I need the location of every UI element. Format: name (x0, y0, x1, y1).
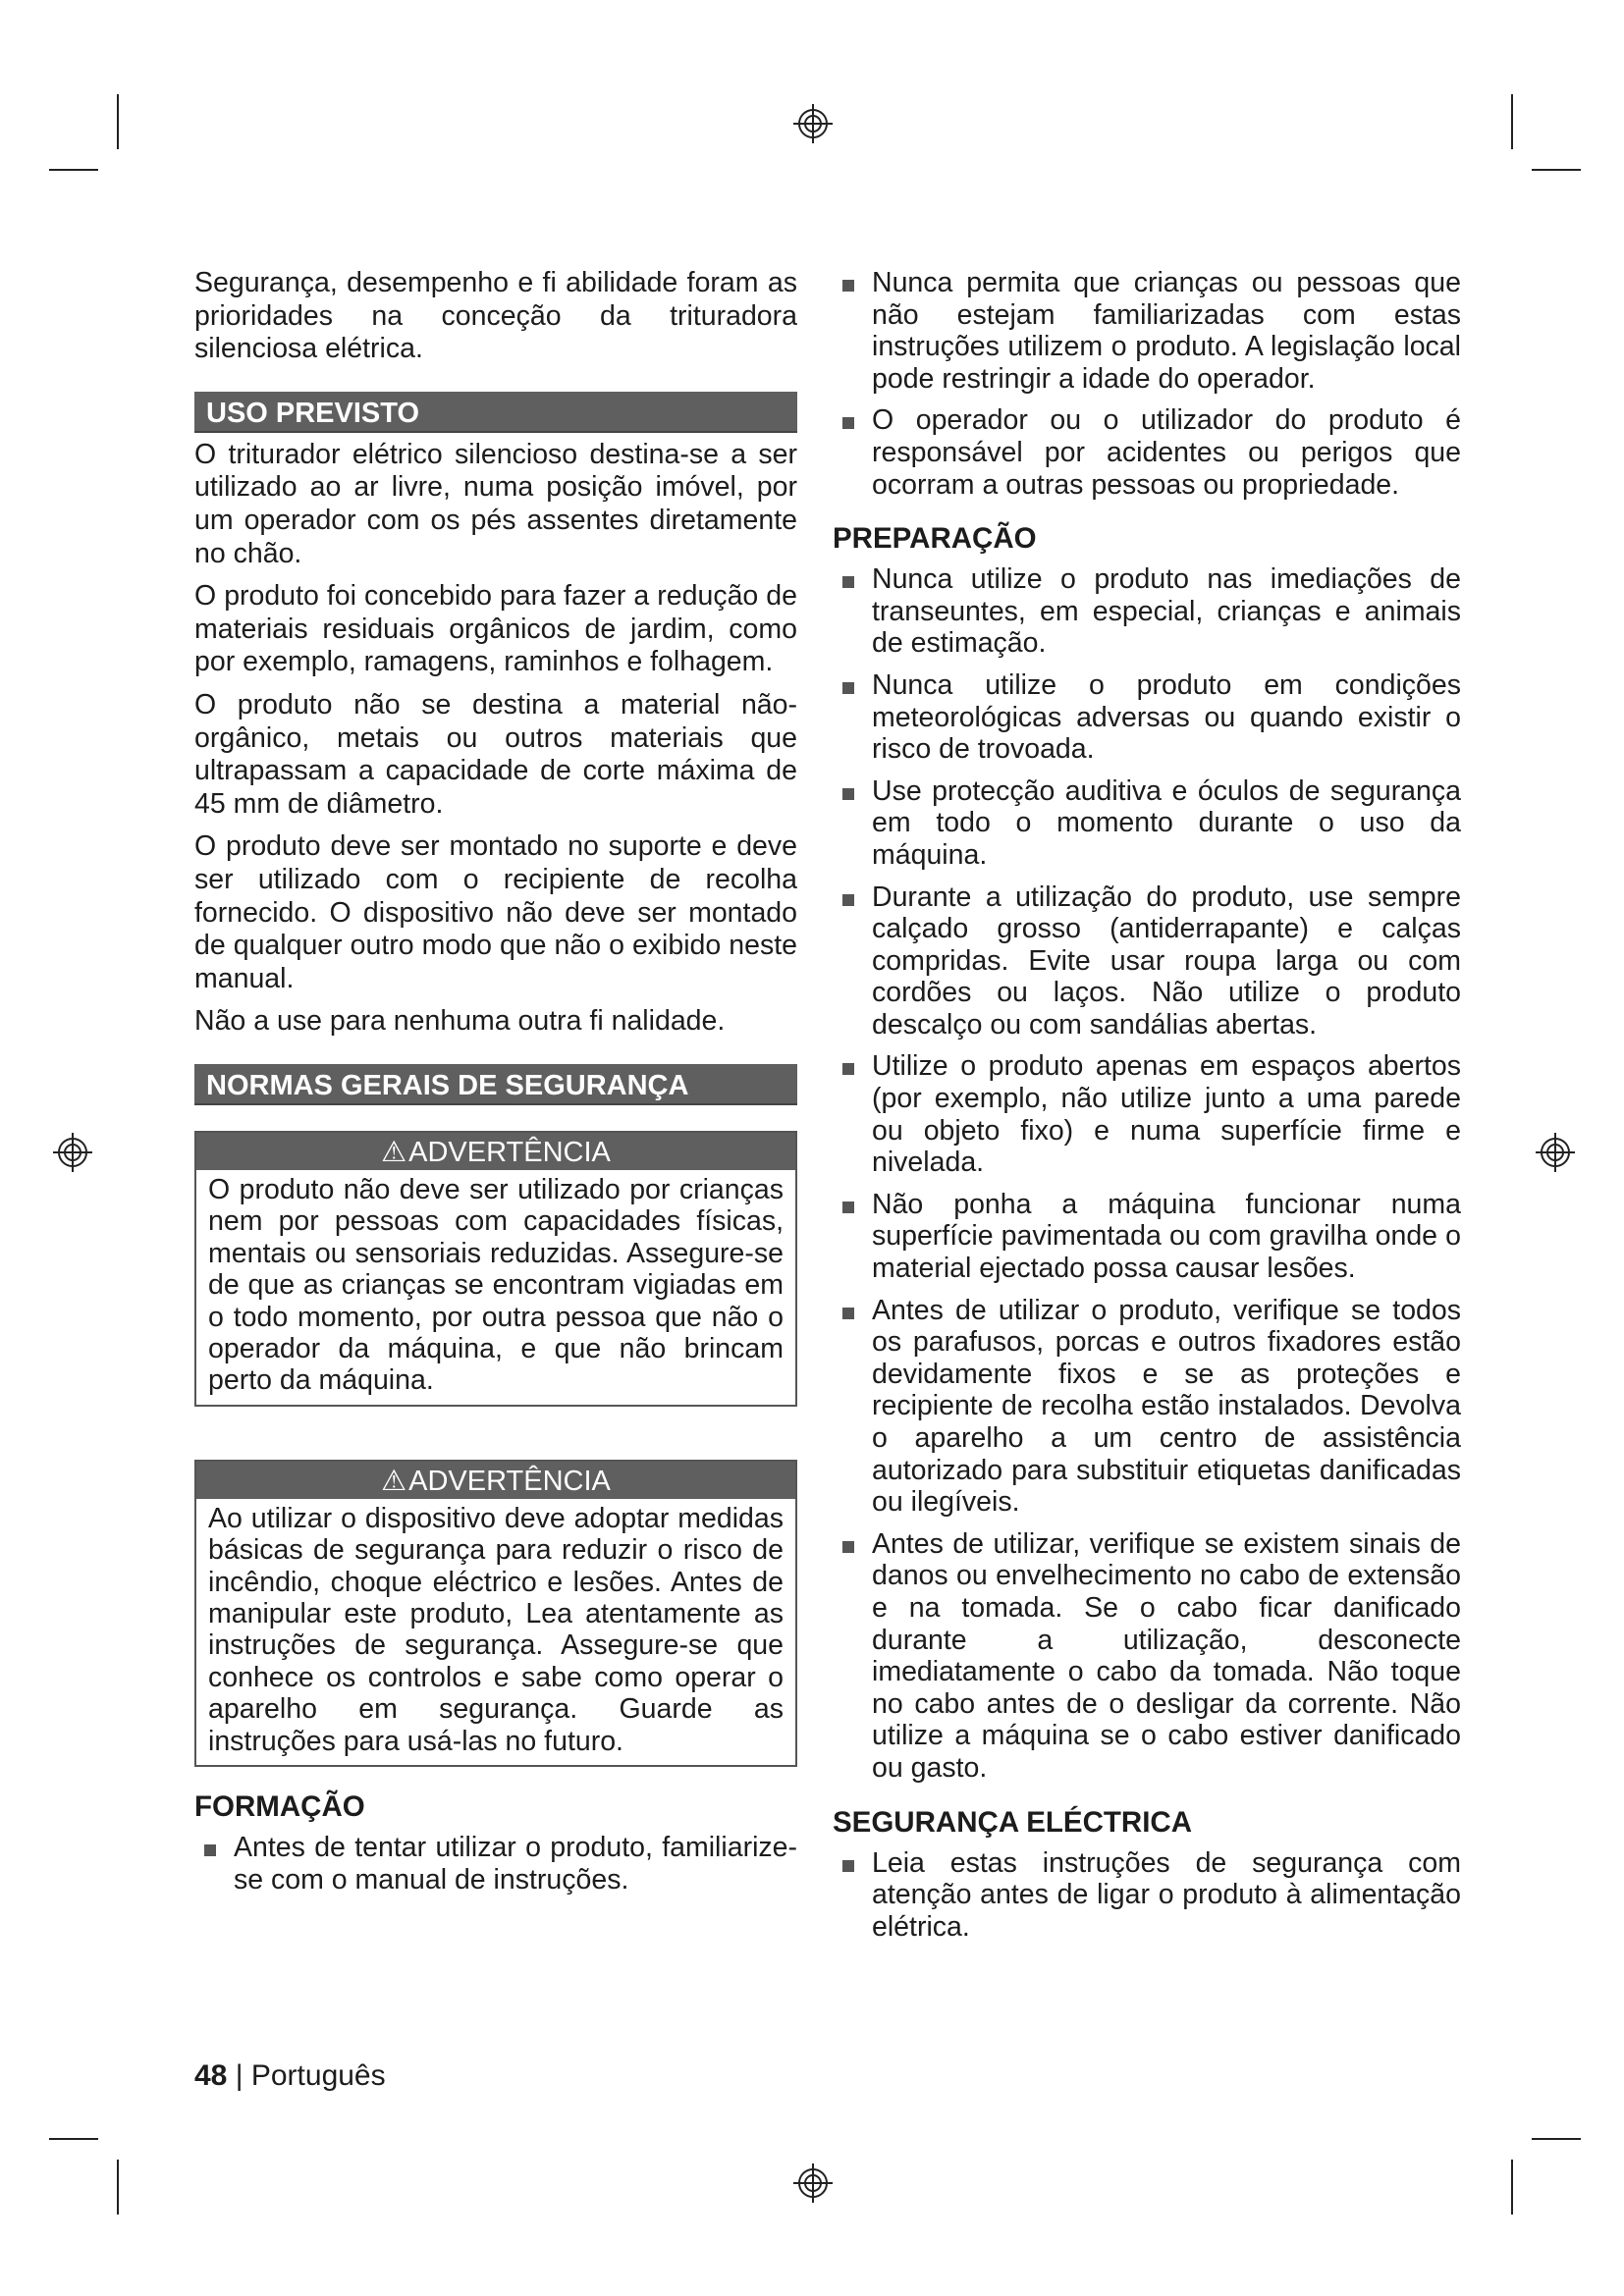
list-item: Antes de utilizar o produto, verifique se todos os parafusos, porcas e outros fixadores estão devidamente fixos e se as proteções e recipiente de recolha estão instalados. Devolva o aparelho a um centro de assistência autorizado para substituir etiquetas danificadas ou ilegíveis. (833, 1295, 1461, 1519)
list-item: Use protecção auditiva e óculos de segurança em todo o momento durante o uso da máquina. (833, 775, 1461, 872)
bullet-square-icon (842, 280, 854, 292)
crop-mark (1532, 2138, 1581, 2140)
list-item: Nunca permita que crianças ou pessoas que não estejam familiarizadas com estas instruções utilizem o produto. A legislação local pode restringir a idade do operador. (833, 267, 1461, 395)
list-item: Nunca utilize o produto em condições meteorológicas adversas ou quando existir o risco de trovoada. (833, 669, 1461, 766)
crop-mark (1532, 169, 1581, 171)
page-footer (194, 2059, 386, 2093)
formacao-heading: FORMAÇÃO (194, 1789, 365, 1823)
registration-mark-icon (791, 102, 835, 145)
registration-mark-icon (51, 1131, 94, 1174)
uso-previsto-heading: USO PREVISTO (194, 392, 797, 433)
list-item: Não ponha a máquina funcionar numa superfície pavimentada ou com gravilha onde o material ejectado possa causar lesões. (833, 1189, 1461, 1285)
uso-paragraph: O triturador elétrico silencioso destina-se a ser utilizado ao ar livre, numa posição imóvel, por um operador com os pés assentes diretamente no chão. (194, 438, 797, 569)
warning-box (194, 1460, 797, 1767)
warning-body: O produto não deve ser utilizado por crianças nem por pessoas com capacidades físicas, mentais ou sensoriais reduzidas. Assegure-se de que as crianças se encontram vigiadas em o todo momento, por outra pessoa que não o operador da máquina, e que não brincam perto da máquina. (208, 1173, 784, 1397)
warning-header (196, 1462, 795, 1499)
bullet-square-icon (842, 1201, 854, 1213)
bullet-square-icon (842, 1860, 854, 1872)
warning-title: ADVERTÊNCIA (408, 1465, 611, 1497)
warning-header (196, 1133, 795, 1170)
warning-title: ADVERTÊNCIA (408, 1136, 611, 1168)
uso-paragraph: Não a use para nenhuma outra fi nalidade. (194, 1005, 726, 1038)
list-item: Leia estas instruções de segurança com atenção antes de ligar o produto à alimentação elétrica. (833, 1847, 1461, 1944)
list-item: O operador ou o utilizador do produto é responsável por acidentes ou perigos que ocorram a outras pessoas ou propriedade. (833, 404, 1461, 501)
eletrica-list (833, 1847, 1461, 1944)
crop-mark (49, 2138, 98, 2140)
bullet-square-icon (842, 1541, 854, 1553)
preparacao-list (833, 563, 1461, 1784)
warning-box (194, 1131, 797, 1407)
uso-paragraph: O produto deve ser montado no suporte e deve ser utilizado com o recipiente de recolha fornecido. O dispositivo não deve ser montado de qualquer outro modo que não o exibido neste manual. (194, 830, 797, 994)
preparacao-heading: PREPARAÇÃO (833, 522, 1037, 556)
intro-paragraph: Segurança, desempenho e fi abilidade foram as prioridades na conceção da trituradora silenciosa elétrica. (194, 267, 797, 365)
list-item: Nunca utilize o produto nas imediações de transeuntes, em especial, crianças e animais de estimação. (833, 563, 1461, 660)
crop-mark (49, 169, 98, 171)
list-item: Antes de tentar utilizar o produto, familiarize-se com o manual de instruções. (194, 1832, 797, 1896)
footer-language: Português (250, 2059, 386, 2092)
list-item: Durante a utilização do produto, use sempre calçado grosso (antiderrapante) e calças compridas. Evite usar roupa larga ou com cordões ou laços. Não utilize o produto descalço ou com sandálias abertas. (833, 881, 1461, 1041)
crop-mark (117, 94, 119, 149)
formacao-list (194, 1832, 797, 1896)
right-column (833, 267, 1461, 1952)
bullet-square-icon (842, 417, 854, 429)
warning-triangle-icon: ⚠ (381, 1465, 407, 1497)
eletrica-heading: SEGURANÇA ELÉCTRICA (833, 1805, 1193, 1839)
bullet-square-icon (842, 788, 854, 800)
list-item: Utilize o produto apenas em espaços abertos (por exemplo, não utilize junto a uma parede ou objeto fixo) e numa superfície firme e nivelada. (833, 1050, 1461, 1178)
bullet-square-icon (842, 1308, 854, 1319)
list-item: Antes de utilizar, verifique se existem sinais de danos ou envelhecimento no cabo de extensão e na tomada. Se o cabo ficar danificado durante a utilização, desconecte imediatamente o cabo da tomada. Não toque no cabo antes de o desligar da corrente. Não utilize a máquina se o cabo estiver danificado ou gasto. (833, 1528, 1461, 1785)
top-list (833, 267, 1461, 501)
registration-mark-icon (1534, 1131, 1577, 1174)
left-column (194, 267, 797, 1905)
registration-mark-icon (791, 2162, 835, 2205)
bullet-square-icon (842, 576, 854, 588)
warning-triangle-icon: ⚠ (381, 1136, 407, 1168)
bullet-square-icon (842, 894, 854, 906)
crop-mark (1511, 94, 1513, 149)
bullet-square-icon (842, 1063, 854, 1075)
uso-paragraph: O produto não se destina a material não-orgânico, metais ou outros materiais que ultrapassam a capacidade de corte máxima de 45 mm de diâmetro. (194, 688, 797, 820)
crop-mark (117, 2160, 119, 2215)
footer-separator: | (235, 2059, 244, 2092)
warning-body: Ao utilizar o dispositivo deve adoptar medidas básicas de segurança para reduzir o risco de incêndio, choque eléctrico e lesões. Antes de manipular este produto, Lea atentamente as instruções de segurança. Assegure-se que conhece os controlos e sabe como operar o aparelho em segurança. Guarde as instruções para usá-las no futuro. (208, 1502, 784, 1757)
page-number: 48 (194, 2059, 228, 2092)
bullet-square-icon (842, 682, 854, 694)
crop-mark (1511, 2160, 1513, 2215)
uso-paragraph: O produto foi concebido para fazer a redução de materiais residuais orgânicos de jardim, como por exemplo, ramagens, raminhos e folhagem. (194, 580, 797, 678)
normas-heading: NORMAS GERAIS DE SEGURANÇA (194, 1064, 797, 1105)
bullet-square-icon (204, 1844, 216, 1856)
